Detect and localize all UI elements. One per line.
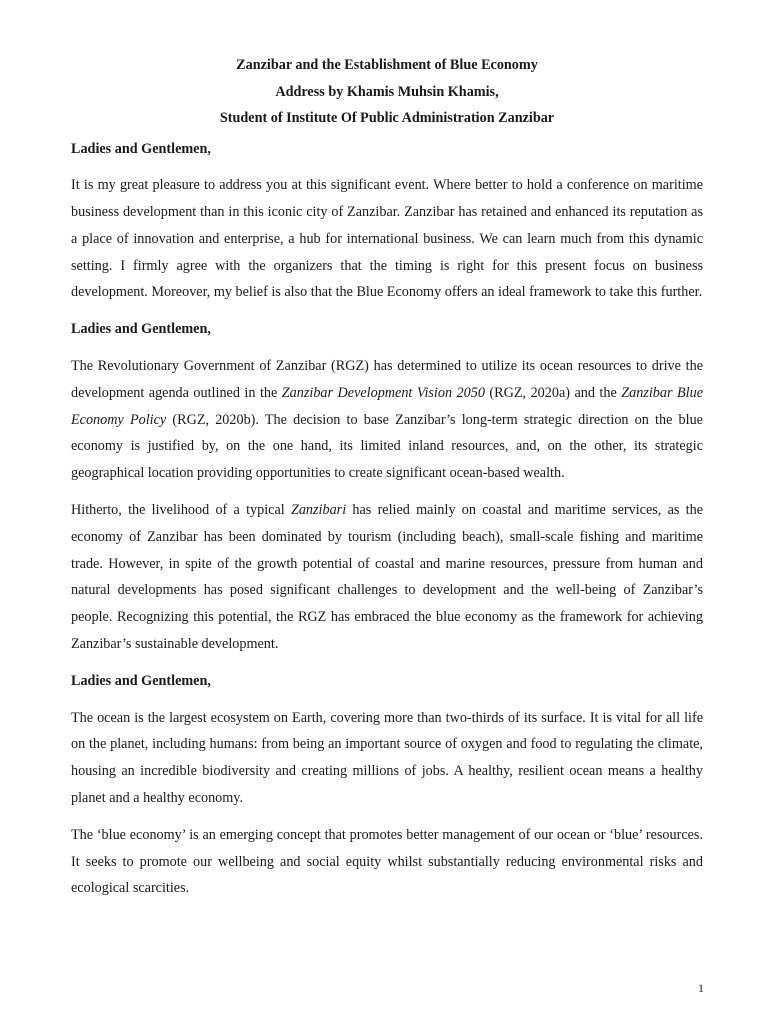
paragraph-text: Hitherto, the livelihood of a typical	[71, 502, 291, 519]
document-title: Zanzibar and the Establishment of Blue Economy	[236, 57, 538, 73]
author-affiliation: Student of Institute Of Public Administration Zanzibar	[219, 110, 555, 126]
zanzibari-term: Zanzibari	[290, 502, 347, 519]
blue-economy-policy-title: Zanzibar Blue Economy Policy	[71, 384, 703, 428]
paragraph-opening: It is my great pleasure to address you at this significant event. Where better to hold a conference on maritime business development than in this iconic city of Zanzibar. Zanzibar has retained and enhanced its reputation as a place of innovation and enterprise, a hub for international business. We can learn much from this dynamic setting. I firmly agree with the organizers that the timing is right for this present focus on business development. Moreover, my belief is also that the Blue Economy offers an ideal framework to take this further.	[71, 177, 703, 301]
paragraph-rgz-agenda	[71, 353, 703, 487]
paragraph-ocean-ecosystem: The ocean is the largest ecosystem on Earth, covering more than two-thirds of its surface. It is vital for all life on the planet, including humans: from being an important source of oxygen and food to regulating the climate, housing an incredible biodiversity and creating millions of jobs. A healthy, resilient ocean means a healthy planet and a healthy economy.	[71, 709, 703, 807]
address-byline: Address by Khamis Muhsin Khamis,	[275, 83, 499, 100]
paragraph-text: has relied mainly on coastal and maritime services, as the economy of Zanzibar has been dominated by tourism (including beach), small-scale fishing and maritime trade. However, in spite of the growth potential of coastal and marine resources, pressure from human and natural developments has posed significant challenges to development and the well-being of Zanzibar’s people. Recognizing this potential, the RGZ has embraced the blue economy as the framework for achieving Zanzibar’s sustainable development.	[71, 502, 703, 653]
document-page	[71, 52, 703, 912]
document-title-block	[71, 52, 703, 132]
paragraph-text: (RGZ, 2020a) and the	[484, 384, 622, 401]
paragraph-livelihood	[71, 497, 703, 658]
salutation-1: Ladies and Gentlemen,	[71, 140, 211, 157]
page-number: 1	[698, 981, 704, 995]
vision-2050-title: Zanzibar Development Vision 2050	[281, 384, 485, 401]
salutation-2: Ladies and Gentlemen,	[71, 321, 211, 338]
paragraph-blue-economy-concept: The ‘blue economy’ is an emerging concept that promotes better management of our ocean or ‘blue’ resources. It seeks to promote our wellbeing and social equity whilst substantially reducing environmental risks and ecological scarcities.	[71, 826, 703, 897]
paragraph-text: (RGZ, 2020b). The decision to base Zanzibar’s long-term strategic direction on the blue economy is justified by, on the one hand, its limited inland resources, and, on the other, its strategic geographical location providing opportunities to create significant ocean-based wealth.	[71, 411, 703, 482]
salutation-3: Ladies and Gentlemen,	[71, 672, 211, 689]
paragraph-text: The Revolutionary Government of Zanzibar (RGZ) has determined to utilize its ocean resources to drive the development agenda outlined in the	[71, 358, 703, 401]
